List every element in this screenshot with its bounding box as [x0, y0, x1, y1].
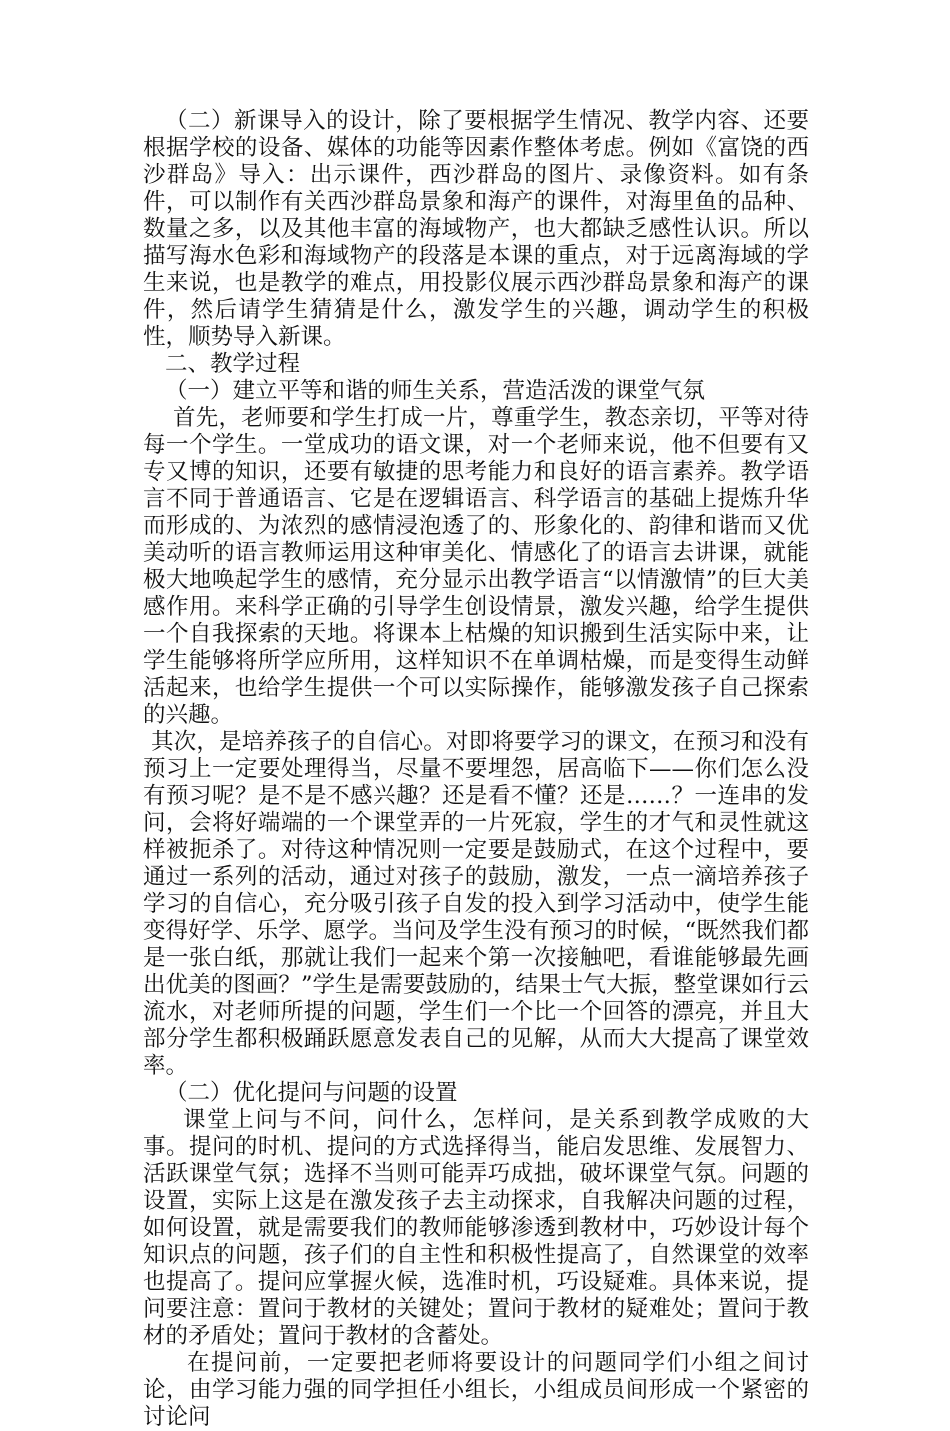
paragraph-first-respect-students: 首先，老师要和学生打成一片，尊重学生，教态亲切，平等对待每一个学生。一堂成功的语文课，对一个老师来说，他不但要有又专又博的知识，还要有敏捷的思考能力和良好的语言素养。教学语言不同于普通语言、它是在逻辑语言、科学语言的基础上提炼升华而形成的、为浓烈的感情浸泡透了的、形象化的、韵律和谐而又优美动听的语言教师运用这种审美化、情感化了的语言去讲课，就能极大地唤起学生的感情，充分显示出教学语言“以情激情”的巨大美感作用。来科学正确的引导学生创设情景，激发兴趣，给学生提供一个自我探索的天地。将课本上枯燥的知识搬到生活实际中来，让学生能够将所学应所用，这样知识不在单调枯燥，而是变得生动鲜活起来，也给学生提供一个可以实际操作，能够激发孩子自己探索的兴趣。 — [143, 405, 809, 728]
paragraph-classroom-questioning: 课堂上问与不问，问什么，怎样问，是关系到教学成败的大事。提问的时机、提问的方式选择得当，能启发思维、发展智力、活跃课堂气氛；选择不当则可能弄巧成拙，破坏课堂气氛。问题的设置，实际上这是在激发孩子去主动探求，自我解决问题的过程，如何设置，就是需要我们的教师能够渗透到教材中，巧妙设计每个知识点的问题，孩子们的自主性和积极性提高了，自然课堂的效率也提高了。提问应掌握火候，选准时机，巧设疑难。具体来说，提问要注意：置问于教材的关键处；置问于教材的疑难处；置问于教材的矛盾处；置问于教材的含蓄处。 — [143, 1107, 809, 1349]
document-page — [143, 108, 809, 1431]
paragraph-second-self-confidence: 其次，是培养孩子的自信心。对即将要学习的课文，在预习和没有预习上一定要处理得当，尽量不要埋怨，居高临下——你们怎么没有预习呢？是不是不感兴趣？还是看不懂？还是……？一连串的发问，会将好端端的一个课堂弄的一片死寂，学生的才气和灵性就这样被扼杀了。对待这种情况则一定要是鼓励式，在这个过程中，要通过一系列的活动，通过对孩子的鼓励，激发，一点一滴培养孩子学习的自信心，充分吸引孩子自发的投入到学习活动中，使学生能变得好学、乐学、愿学。当问及学生没有预习的时候，“既然我们都是一张白纸，那就让我们一起来个第一次接触吧，看谁能够最先画出优美的图画？”学生是需要鼓励的，结果士气大振，整堂课如行云流水，对老师所提的问题，学生们一个比一个回答的漂亮，并且大部分学生都积极踊跃愿意发表自己的见解，从而大大提高了课堂效率。 — [143, 729, 809, 1079]
paragraph-before-questioning: 在提问前，一定要把老师将要设计的问题同学们小组之间讨论，由学习能力强的同学担任小组长，小组成员间形成一个紧密的讨论问 — [143, 1350, 809, 1430]
heading-teaching-process: 二、教学过程 — [165, 351, 301, 377]
heading-teacher-student-relationship: （一）建立平等和谐的师生关系，营造活泼的课堂气氛 — [165, 378, 706, 404]
heading-optimize-questions: （二）优化提问与问题的设置 — [165, 1080, 458, 1106]
paragraph-new-lesson-intro: （二）新课导入的设计，除了要根据学生情况、教学内容、还要根据学校的设备、媒体的功能等因素作整体考虑。例如《富饶的西沙群岛》导入：出示课件，西沙群岛的图片、录像资料。如有条件，可以制作有关西沙群岛景象和海产的课件，对海里鱼的品种、数量之多，以及其他丰富的海域物产，也大都缺乏感性认识。所以描写海水色彩和海域物产的段落是本课的重点，对于远离海域的学生来说，也是教学的难点，用投影仪展示西沙群岛景象和海产的课件，然后请学生猜猜是什么，激发学生的兴趣，调动学生的积极性，顺势导入新课。 — [143, 108, 809, 350]
